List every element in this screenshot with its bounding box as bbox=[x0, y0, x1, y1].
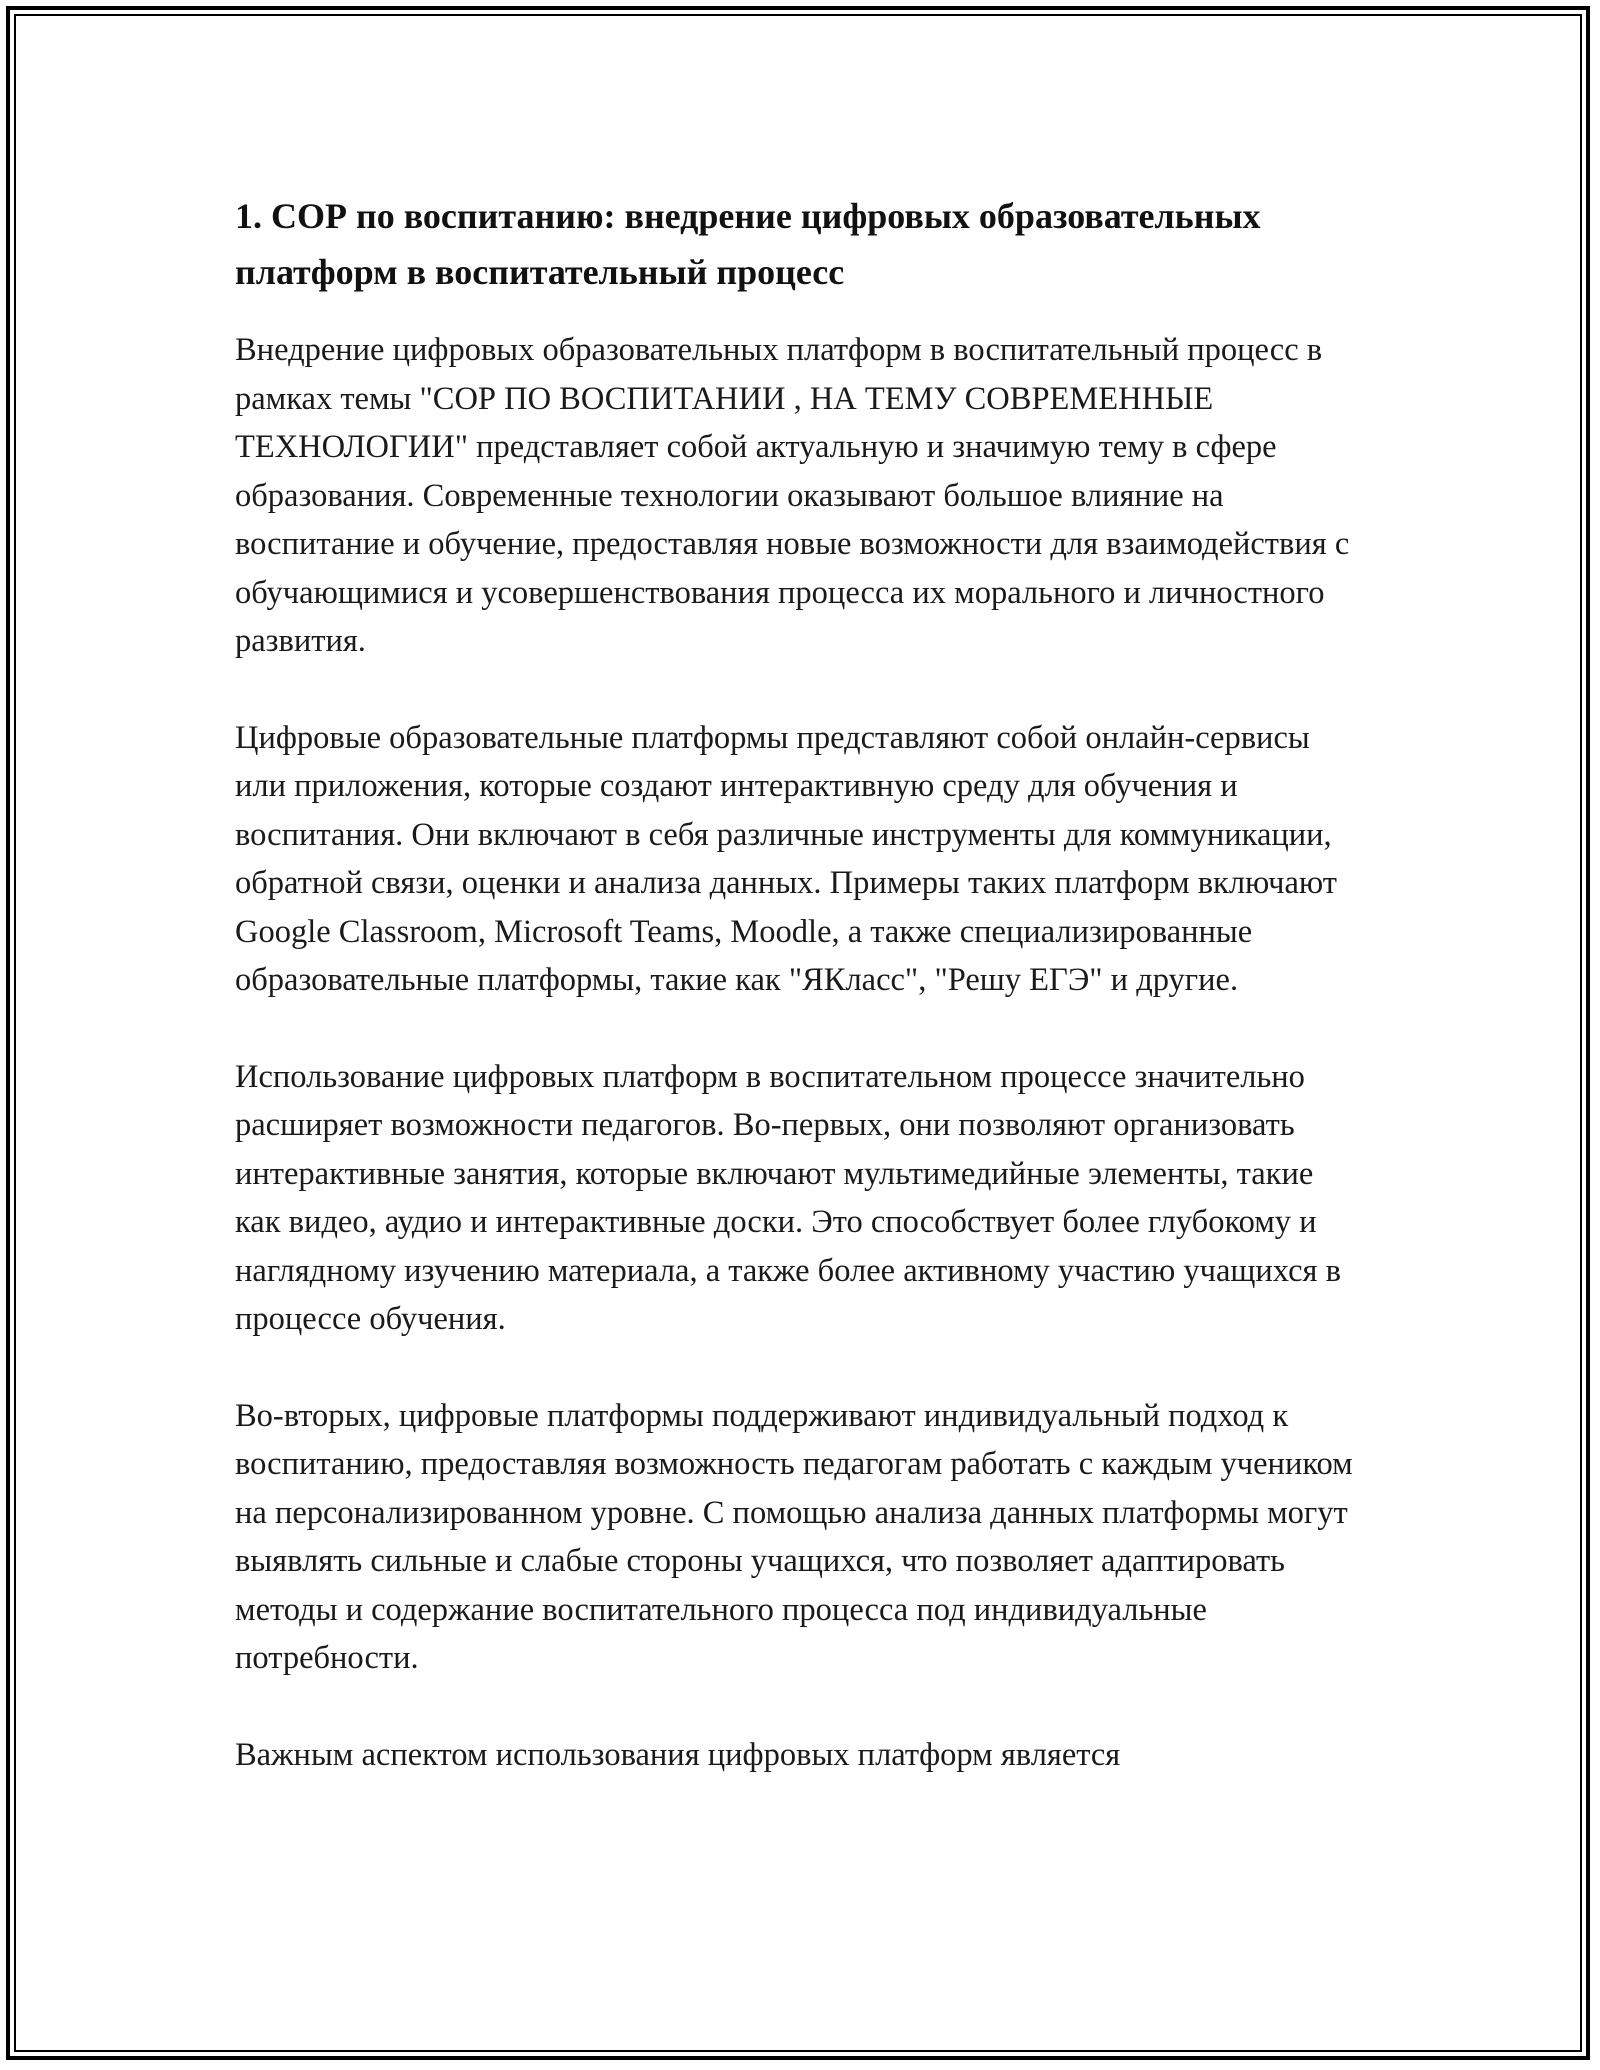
paragraph-2: Цифровые образовательные платформы представляют собой онлайн-сервисы или приложения, которые создают интерактивную среду для обучения и воспитания. Они включают в себя различные инструменты для коммуникации, обратной связи, оценки и анализа данных. Примеры таких платформ включают Google Classroom, Microsoft Teams, Moodle, а также специализированные образовательные платформы, такие как "ЯКласс", "Решу ЕГЭ" и другие. bbox=[235, 719, 1337, 998]
paragraph-4: Во-вторых, цифровые платформы поддерживают индивидуальный подход к воспитанию, предоставляя возможность педагогам работать с каждым учеником на персонализированном уровне. С помощью анализа данных платформы могут выявлять сильные и слабые стороны учащихся, что позволяет адаптировать методы и содержание воспитательного процесса под индивидуальные потребности. bbox=[235, 1397, 1353, 1676]
document-body bbox=[235, 188, 1365, 1827]
paragraph-3: Использование цифровых платформ в воспитательном процессе значительно расширяет возможности педагогов. Во-первых, они позволяют организовать интерактивные занятия, которые включают мультимедийные элементы, такие как видео, аудио и интерактивные доски. Это способствует более глубокому и наглядному изучению материала, а также более активному участию учащихся в процессе обучения. bbox=[235, 1058, 1341, 1337]
paragraph-1: Внедрение цифровых образовательных платформ в воспитательный процесс в рамках темы "СОР ПО ВОСПИТАНИИ , НА ТЕМУ СОВРЕМЕННЫЕ ТЕХНОЛОГИИ" представляет собой актуальную и значимую тему в сфере образования. Современные технологии оказывают большое влияние на воспитание и обучение, предоставляя новые возможности для взаимодействия с обучающимися и усовершенствования процесса их морального и личностного развития. bbox=[235, 332, 1350, 659]
section-heading: 1. СОР по воспитанию: внедрение цифровых образовательных платформ в воспитательный процесс bbox=[235, 196, 1261, 292]
paragraph-5: Важным аспектом использования цифровых платформ является bbox=[235, 1736, 1121, 1773]
